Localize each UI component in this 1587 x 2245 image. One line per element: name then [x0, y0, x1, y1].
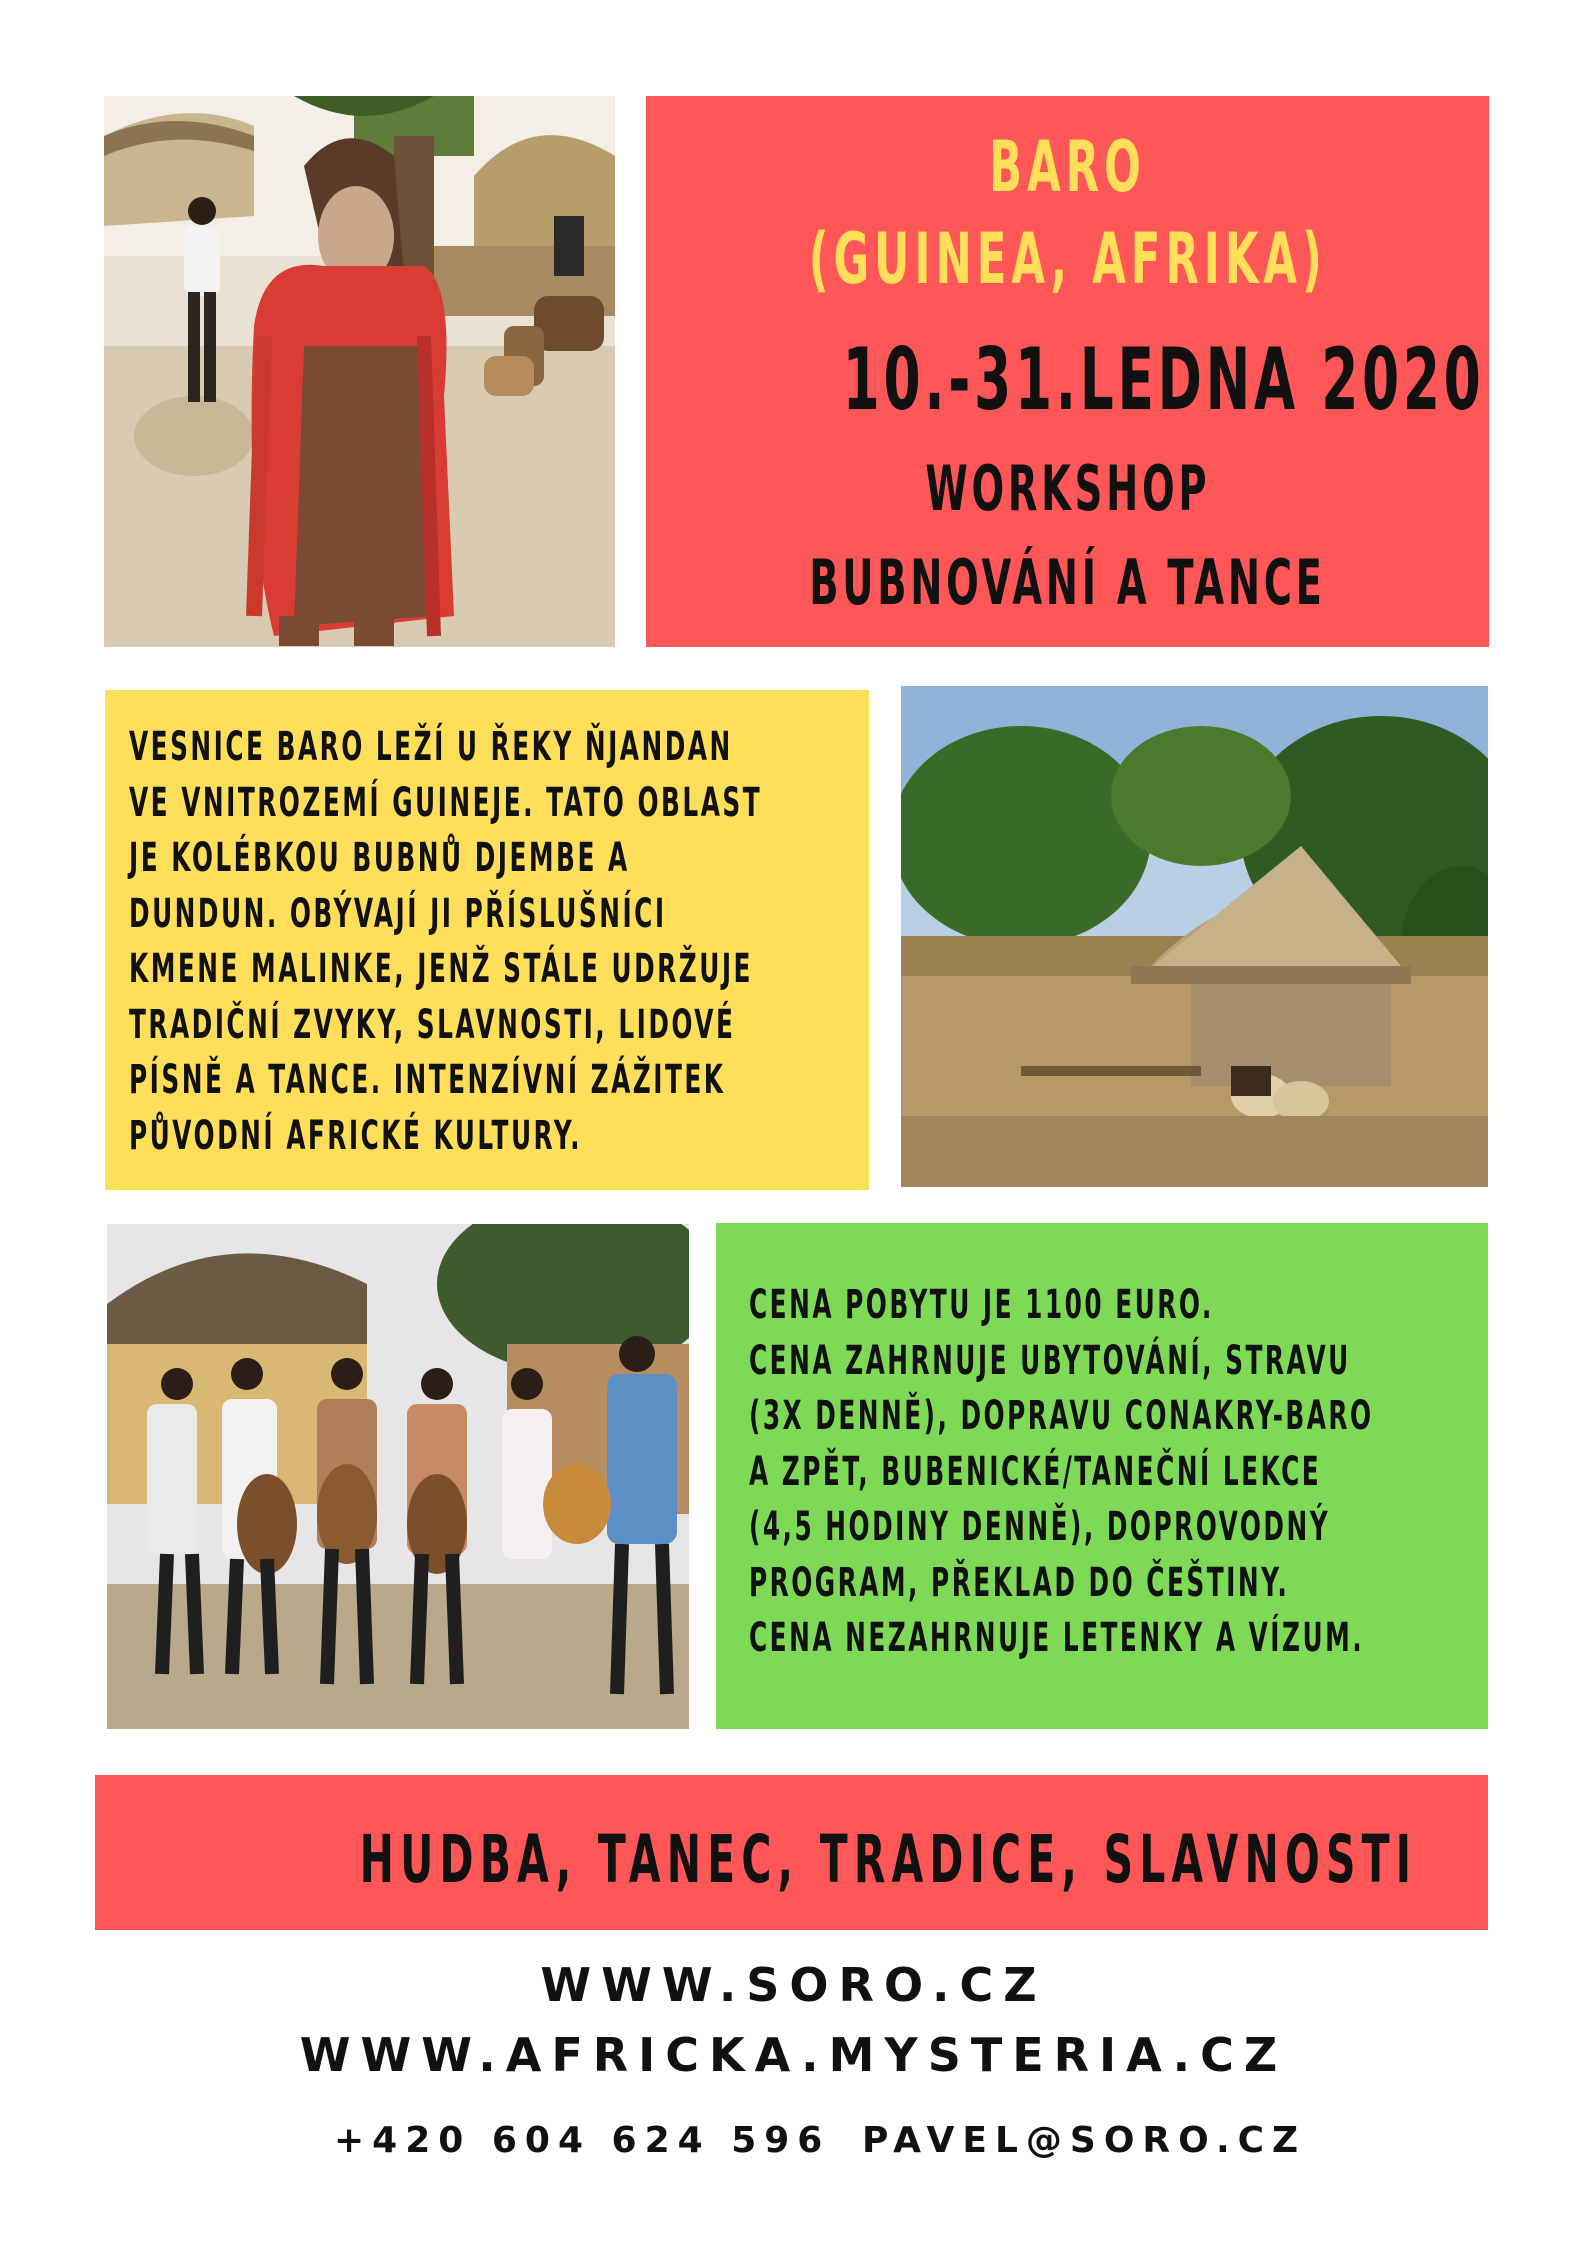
price-line: CENA POBYTU JE 1100 EURO. — [749, 1282, 1214, 1328]
photo-drummers — [107, 1224, 689, 1729]
location-title: BARO — [989, 126, 1146, 208]
photo-masked-dancer — [104, 96, 615, 647]
location-subtitle: (GUINEA, AFRIKA) — [808, 218, 1327, 300]
price-line: (4,5 HODINY DENNĚ), DOPROVODNÝ — [749, 1504, 1331, 1550]
event-type: WORKSHOP — [925, 452, 1210, 525]
price-line: CENA ZAHRNUJE UBYTOVÁNÍ, STRAVU — [749, 1337, 1351, 1384]
price-line: (3X DENNĚ), DOPRAVU CONAKRY-BARO — [749, 1393, 1374, 1439]
email-link[interactable]: PAVEL@SORO.CZ — [862, 2120, 1307, 2161]
description-line: VESNICE BARO LEŽÍ U ŘEKY ŇJANDAN — [129, 724, 733, 770]
description-text — [129, 720, 811, 1164]
website-link-africka-mysteria[interactable]: WWW.AFRICKA.MYSTERIA.CZ — [299, 2028, 1288, 2082]
slogan-text: HUDBA, TANEC, TRADICE, SLAVNOSTI — [359, 1821, 1418, 1898]
price-line: PROGRAM, PŘEKLAD DO ČEŠTINY. — [749, 1559, 1290, 1606]
description-box — [105, 690, 869, 1190]
price-line: A ZPĚT, BUBENICKÉ/TANEČNÍ LEKCE — [749, 1448, 1322, 1495]
website-link-soro[interactable]: WWW.SORO.CZ — [540, 1958, 1047, 2012]
description-line: PŮVODNÍ AFRICKÉ KULTURY. — [129, 1112, 583, 1159]
price-text — [749, 1278, 1462, 1667]
event-dates: 10.-31.LEDNA 2020 — [842, 330, 1485, 430]
event-topic: BUBNOVÁNÍ A TANCE — [809, 546, 1326, 619]
slogan-banner — [95, 1775, 1488, 1930]
phone-number[interactable]: +420 604 624 596 — [334, 2120, 831, 2161]
price-line: CENA NEZAHRNUJE LETENKY A VÍZUM. — [749, 1615, 1365, 1661]
photo-hut — [901, 686, 1488, 1187]
description-line: VE VNITROZEMÍ GUINEJE. TATO OBLAST — [129, 779, 763, 826]
description-line: KMENE MALINKE, JENŽ STÁLE UDRŽUJE — [129, 946, 753, 992]
description-line: PÍSNĚ A TANCE. INTENZÍVNÍ ZÁŽITEK — [129, 1057, 726, 1103]
description-line: JE KOLÉBKOU BUBNŮ DJEMBE A — [129, 835, 630, 881]
description-line: TRADIČNÍ ZVYKY, SLAVNOSTI, LIDOVÉ — [129, 1001, 736, 1048]
hero-title-box — [646, 96, 1489, 647]
description-line: DUNDUN. OBÝVAJÍ JI PŘÍSLUŠNÍCI — [129, 890, 667, 937]
price-box — [716, 1223, 1488, 1729]
